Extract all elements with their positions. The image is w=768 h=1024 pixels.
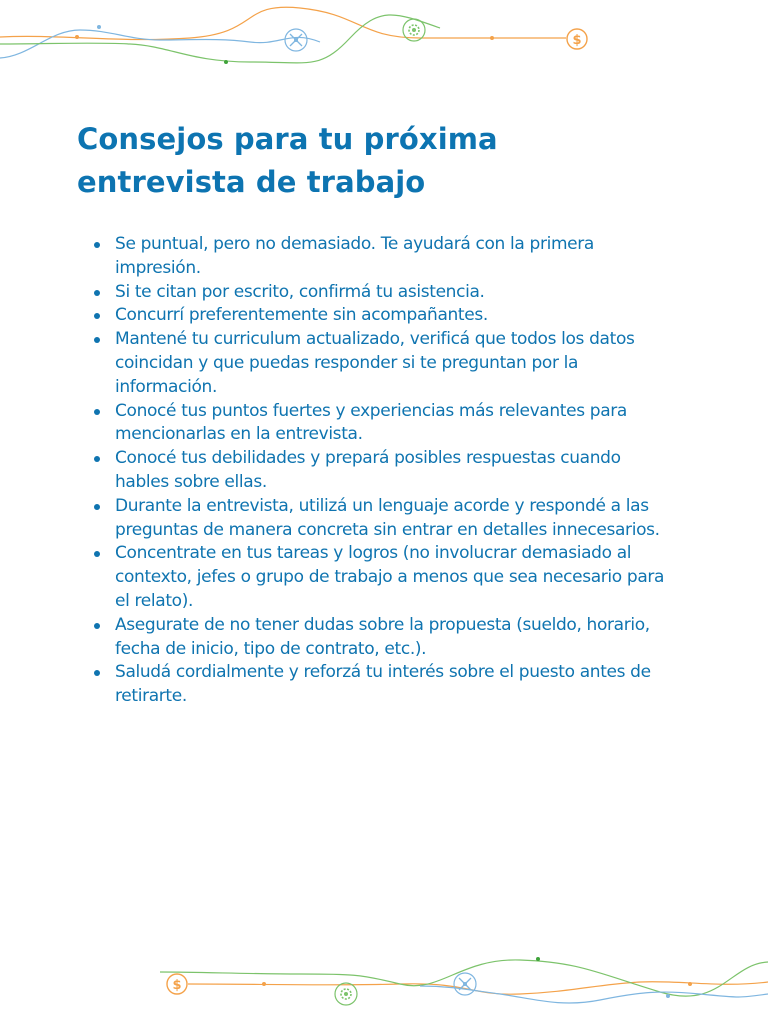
dollar-symbol: $: [172, 978, 182, 993]
page-title: [77, 118, 697, 204]
list-item: Mantené tu curriculum actualizado, verificá que todos los datos coincidan y que puedas responder si te preguntan por la información.: [115, 328, 678, 399]
title-line-2: entrevista de trabajo: [77, 165, 426, 199]
top-decoration: [0, 0, 768, 80]
compass-icon: [285, 29, 307, 51]
tips-list: [78, 233, 678, 709]
compass-icon: [454, 973, 476, 995]
list-item: Conocé tus puntos fuertes y experiencias más relevantes para mencionarlas en la entrevista.: [115, 400, 678, 448]
decor-dot: [262, 982, 266, 986]
gear-icon: [335, 983, 357, 1005]
decor-dot: [688, 982, 692, 986]
dollar-coin-icon: [567, 29, 587, 49]
list-item: Si te citan por escrito, confirmá tu asistencia.: [115, 281, 678, 305]
decor-dot: [97, 25, 101, 29]
bottom-decoration: [0, 944, 768, 1024]
dollar-coin-icon: [167, 974, 187, 994]
decor-dot: [75, 35, 79, 39]
decor-line-orange: [0, 7, 566, 39]
list-item: Conocé tus debilidades y prepará posibles respuestas cuando hables sobre ellas.: [115, 447, 678, 495]
decor-line-green: [160, 960, 768, 996]
list-item: Durante la entrevista, utilizá un lenguaje acorde y respondé a las preguntas de manera concreta sin entrar en detalles innecesarios.: [115, 495, 678, 543]
decor-line-green: [0, 15, 440, 63]
list-item: Saludá cordialmente y reforzá tu interés sobre el puesto antes de retirarte.: [115, 661, 678, 709]
decor-dot: [490, 36, 494, 40]
list-item: Asegurate de no tener dudas sobre la propuesta (sueldo, horario, fecha de inicio, tipo de contrato, etc.).: [115, 614, 678, 662]
dollar-symbol: $: [572, 33, 582, 48]
decor-dot: [224, 60, 228, 64]
list-item: Concentrate en tus tareas y logros (no involucrar demasiado al contexto, jefes o grupo de trabajo a menos que sea necesario para el relato).: [115, 542, 678, 613]
decor-dot: [536, 957, 540, 961]
title-line-1: Consejos para tu próxima: [77, 122, 498, 156]
decor-dot: [666, 994, 670, 998]
list-item: Se puntual, pero no demasiado. Te ayudará con la primera impresión.: [115, 233, 678, 281]
list-item: Concurrí preferentemente sin acompañantes.: [115, 304, 678, 328]
